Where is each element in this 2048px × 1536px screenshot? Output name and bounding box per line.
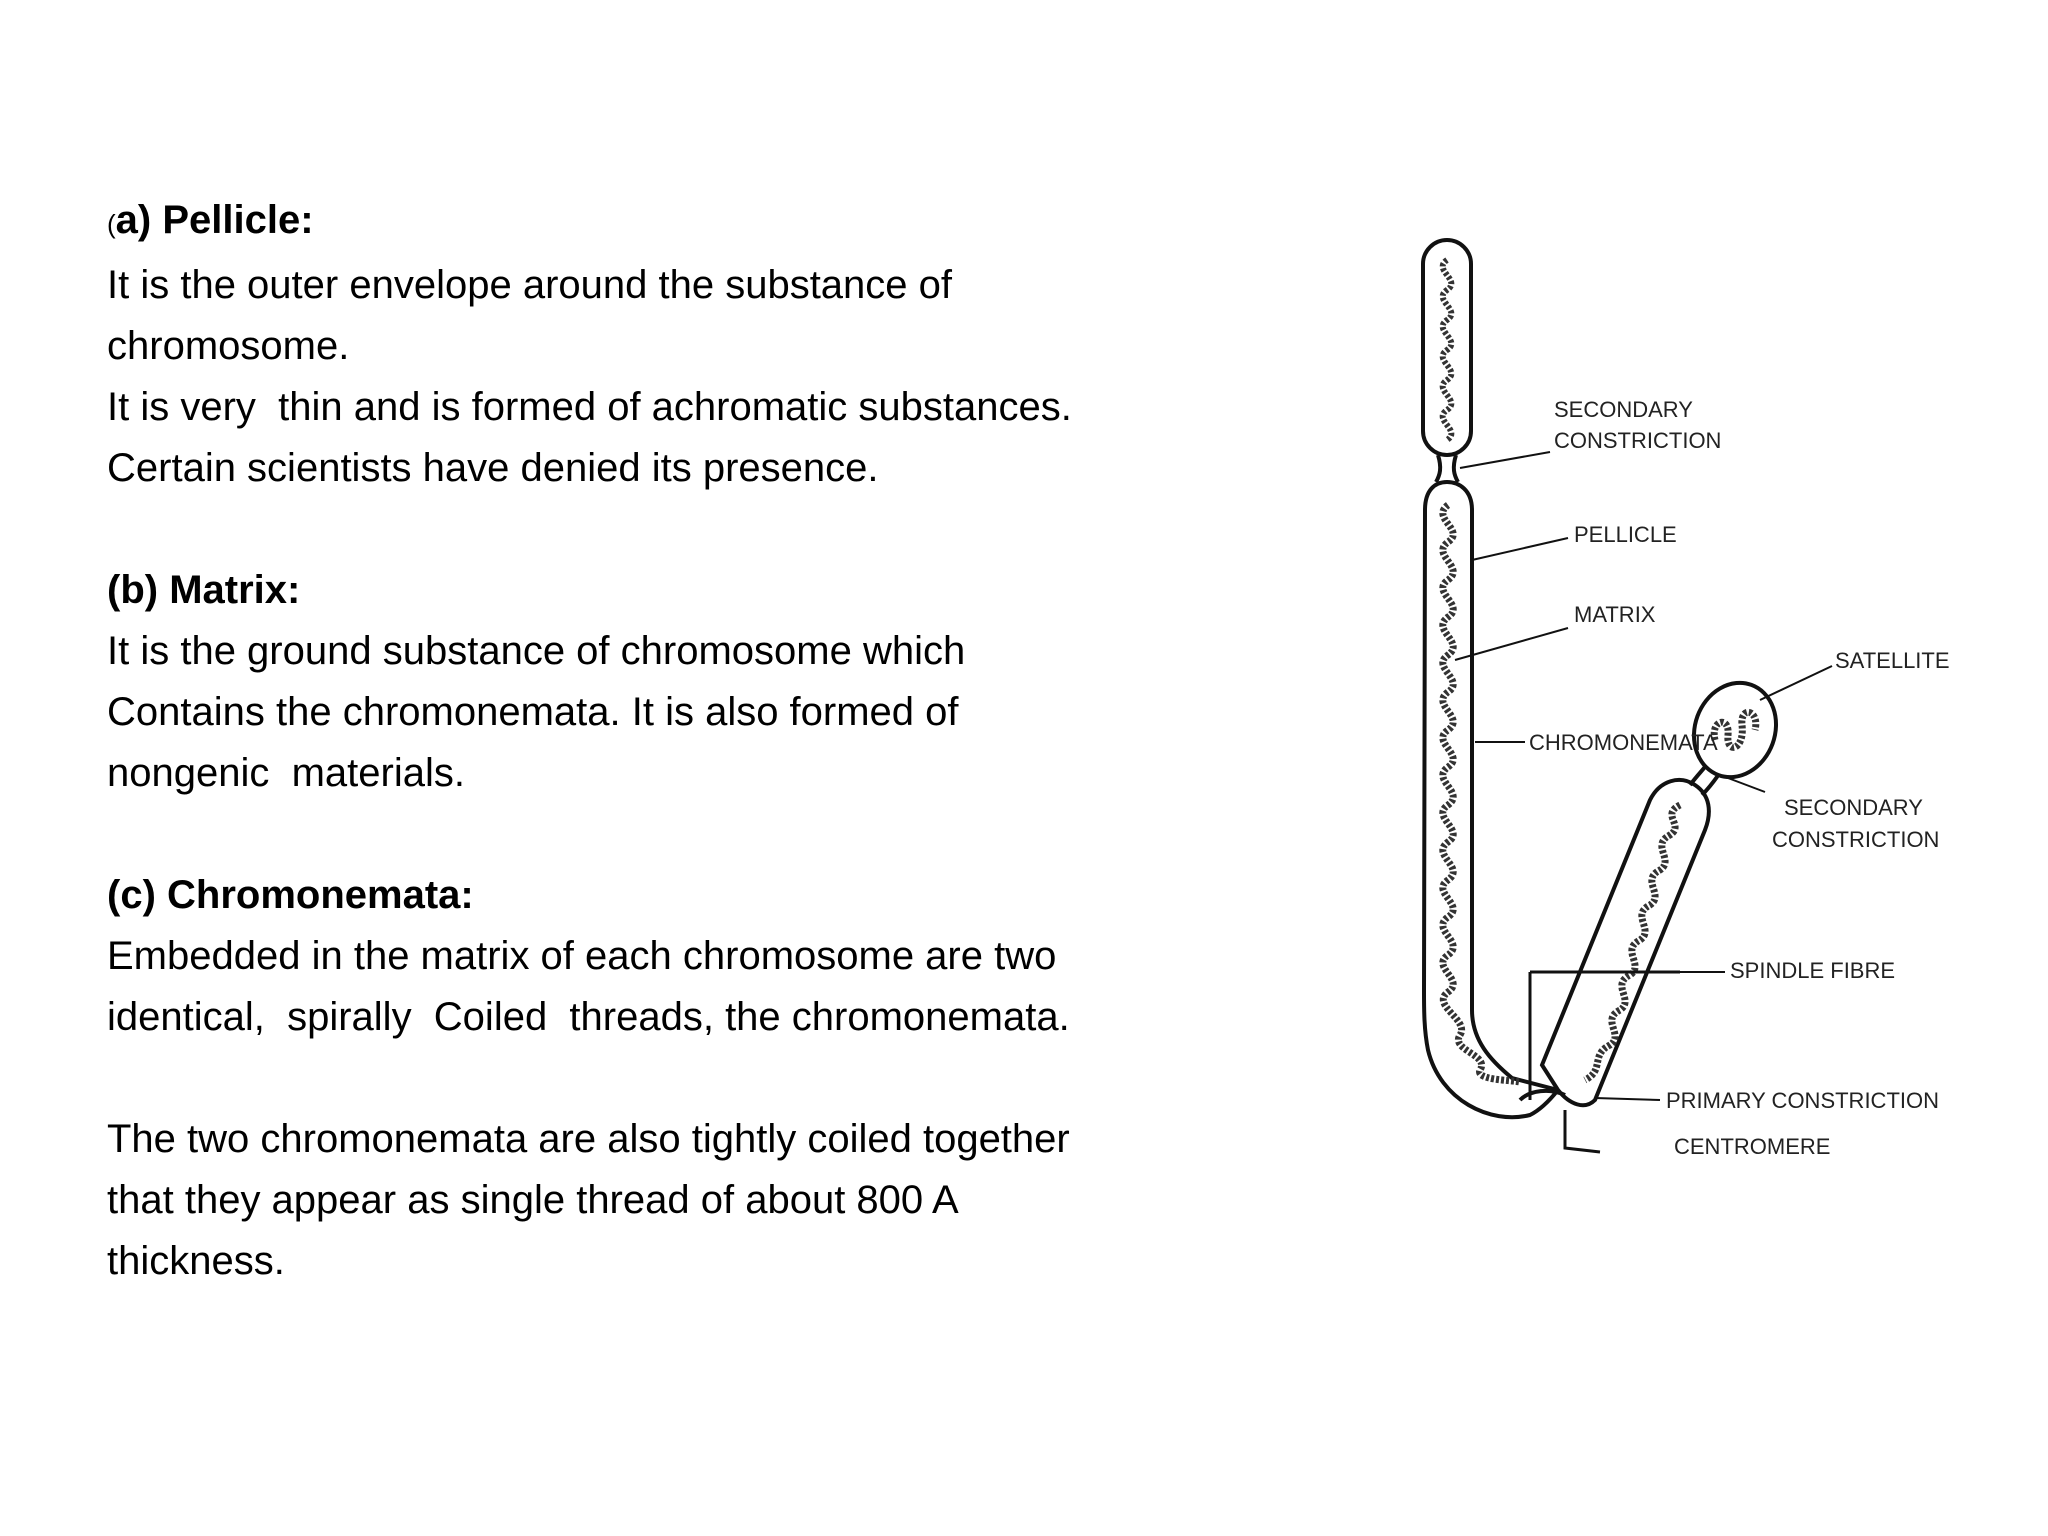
text-content bbox=[107, 190, 1107, 1292]
short-arm-pellicle bbox=[1542, 780, 1709, 1105]
pellicle-line: Certain scientists have denied its presence. bbox=[107, 446, 879, 490]
matrix-line: nongenic materials. bbox=[107, 751, 465, 795]
leader-primary bbox=[1595, 1098, 1660, 1100]
pellicle-heading-paren: ( bbox=[107, 209, 116, 239]
label-pellicle: PELLICLE bbox=[1574, 522, 1677, 547]
matrix-heading: (b) Matrix: bbox=[107, 568, 301, 612]
label-satellite: SATELLITE bbox=[1835, 648, 1950, 673]
pellicle-heading-text: a) Pellicle: bbox=[115, 198, 314, 242]
long-arm-pellicle bbox=[1424, 482, 1558, 1117]
label-secondary-constriction-right: CONSTRICTION bbox=[1772, 827, 1940, 852]
label-chromonemata: CHROMONEMATA bbox=[1529, 730, 1718, 755]
label-secondary-constriction-top: SECONDARY bbox=[1554, 397, 1693, 422]
matrix-line: Contains the chromonemata. It is also formed of bbox=[107, 690, 959, 734]
label-spindle-fibre: SPINDLE FIBRE bbox=[1730, 958, 1896, 983]
pellicle-heading bbox=[107, 190, 1107, 255]
secondary-constriction-top bbox=[1436, 455, 1458, 482]
pellicle-line: It is the outer envelope around the substance of bbox=[107, 263, 953, 307]
leader-secondary-top bbox=[1460, 452, 1550, 468]
chromosome-diagram bbox=[1380, 220, 1980, 1180]
label-secondary-constriction-right: SECONDARY bbox=[1784, 795, 1923, 820]
closing-line: The two chromonemata are also tightly coiled together bbox=[107, 1117, 1070, 1161]
chromonemata-heading: (c) Chromonemata: bbox=[107, 873, 474, 917]
leader-pellicle bbox=[1472, 538, 1568, 560]
closing-line: thickness. bbox=[107, 1239, 285, 1283]
paragraph-gap bbox=[107, 804, 1107, 865]
leader-satellite bbox=[1760, 666, 1832, 700]
pellicle-line: chromosome. bbox=[107, 324, 350, 368]
label-primary-constriction: PRIMARY CONSTRICTION bbox=[1666, 1088, 1939, 1113]
paragraph-gap bbox=[107, 499, 1107, 560]
chromonemata-line: Embedded in the matrix of each chromosome are two bbox=[107, 934, 1057, 978]
label-centromere: CENTROMERE bbox=[1674, 1134, 1831, 1159]
paragraph-gap bbox=[107, 1048, 1107, 1109]
label-matrix: MATRIX bbox=[1574, 602, 1656, 627]
pellicle-line: It is very thin and is formed of achromatic substances. bbox=[107, 385, 1072, 429]
leader-secondary-right bbox=[1720, 775, 1765, 792]
chromonemata-line: identical, spirally Coiled threads, the chromonemata. bbox=[107, 995, 1070, 1039]
closing-line: that they appear as single thread of about 800 A bbox=[107, 1178, 959, 1222]
matrix-line: It is the ground substance of chromosome which bbox=[107, 629, 966, 673]
label-secondary-constriction-top: CONSTRICTION bbox=[1554, 428, 1722, 453]
